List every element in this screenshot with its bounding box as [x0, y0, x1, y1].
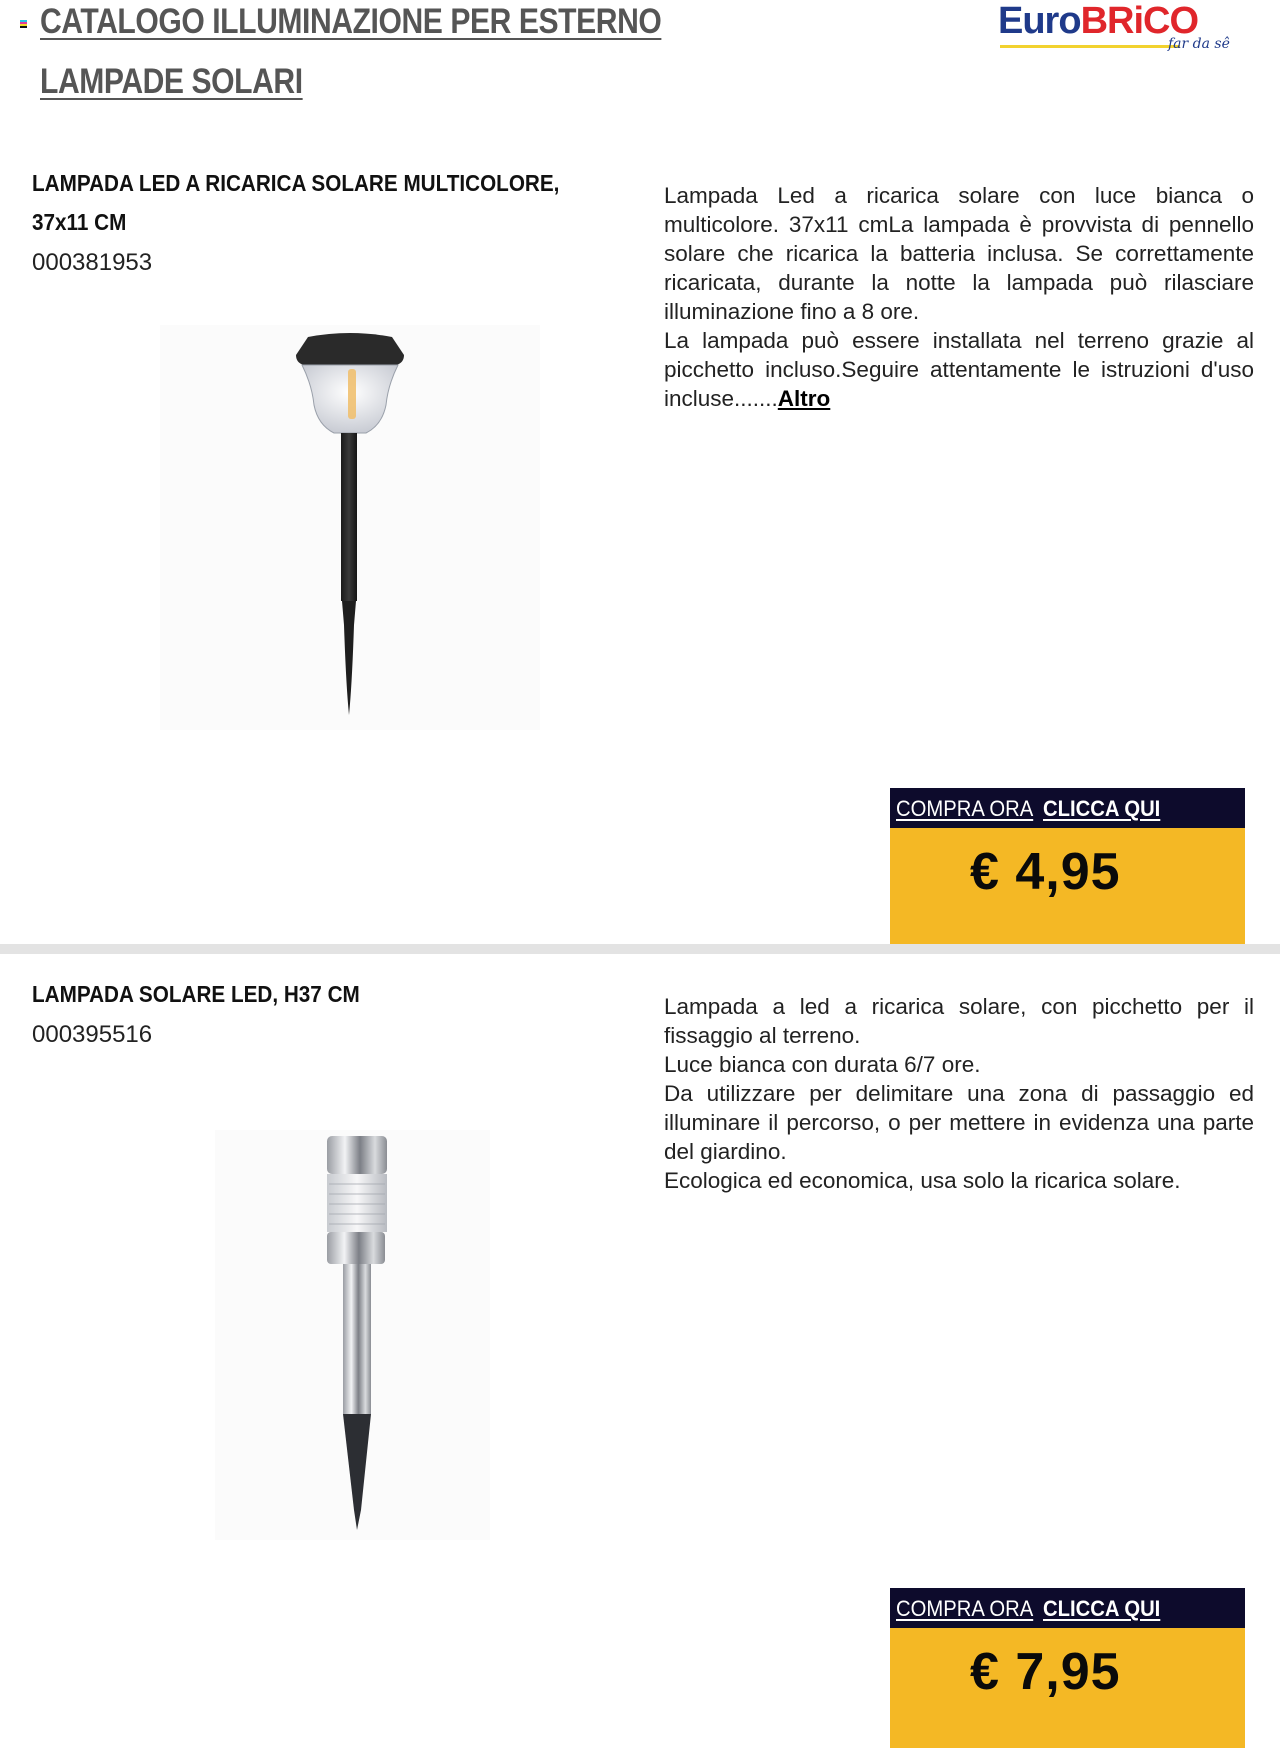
- product-2-description-para-2: Luce bianca con durata 6/7 ore.: [664, 1052, 981, 1077]
- product-2-name-line1: LAMPADA SOLARE LED, H37 CM: [32, 981, 360, 1007]
- product-2-price: € 7,95: [970, 1643, 1121, 1701]
- price-panel: [890, 1628, 1245, 1748]
- buy-now-bar: [890, 788, 1245, 828]
- logo-underline: [1000, 45, 1180, 48]
- product-1-name-line2: 37x11 CM: [32, 209, 127, 235]
- click-here-link[interactable]: CLICCA QUI: [1043, 1596, 1161, 1621]
- buy-now-bar: [890, 1588, 1245, 1628]
- price-panel: [890, 828, 1245, 948]
- logo-euro-text: Euro: [998, 0, 1081, 42]
- logo-brico-text: BRiCO: [1080, 0, 1199, 42]
- product-2-description: [664, 992, 1254, 1195]
- product-1-price: € 4,95: [970, 843, 1121, 901]
- product-2-sku: 000395516: [32, 1021, 153, 1048]
- product-1-description: [664, 181, 1254, 413]
- product-1-price-box: [890, 788, 1245, 948]
- product-2-description-para-1: Lampada a led a ricarica solare, con picchetto per il fissaggio al terreno.: [664, 994, 1254, 1048]
- product-2-image[interactable]: [215, 1130, 490, 1540]
- solar-lantern-black-icon: [160, 325, 540, 730]
- more-link[interactable]: Altro: [777, 386, 831, 411]
- solar-stake-light-steel-icon: [215, 1130, 490, 1540]
- product-1-description-para-2: La lampada può essere installata nel terreno grazie al picchetto incluso.Seguire attentamente le istruzioni d'uso incluse.......: [664, 328, 1254, 411]
- product-2-description-para-3: Da utilizzare per delimitare una zona di passaggio ed illuminare il percorso, o per mettere in evidenza una parte del giardino.: [664, 1081, 1254, 1164]
- product-separator: [0, 944, 1280, 954]
- product-2-description-para-4: Ecologica ed economica, usa solo la ricarica solare.: [664, 1168, 1181, 1193]
- product-1-description-para-1: Lampada Led a ricarica solare con luce bianca o multicolore. 37x11 cmLa lampada è provvista di pennello solare che ricarica la batteria inclusa. Se correttamente ricaricata, durante la notte la lampada può rilasciare illuminazione fino a 8 ore.: [664, 183, 1254, 324]
- buy-now-link[interactable]: COMPRA ORA: [896, 1596, 1034, 1621]
- buy-now-link[interactable]: COMPRA ORA: [896, 796, 1034, 821]
- eurobrico-logo[interactable]: [998, 0, 1248, 58]
- product-1-name: [32, 164, 559, 242]
- product-1-sku: 000381953: [32, 249, 153, 276]
- print-color-marks-icon: [20, 20, 27, 28]
- section-title-link[interactable]: LAMPADE SOLARI: [40, 62, 303, 101]
- click-here-link[interactable]: CLICCA QUI: [1043, 796, 1161, 821]
- product-2-price-box: [890, 1588, 1245, 1748]
- catalog-title-link[interactable]: CATALOGO ILLUMINAZIONE PER ESTERNO: [40, 2, 662, 41]
- product-2-name: [32, 975, 360, 1014]
- product-1-name-line1: LAMPADA LED A RICARICA SOLARE MULTICOLORE,: [32, 170, 560, 196]
- product-1-image[interactable]: [160, 325, 540, 730]
- logo-tagline: far da sê: [1168, 36, 1230, 52]
